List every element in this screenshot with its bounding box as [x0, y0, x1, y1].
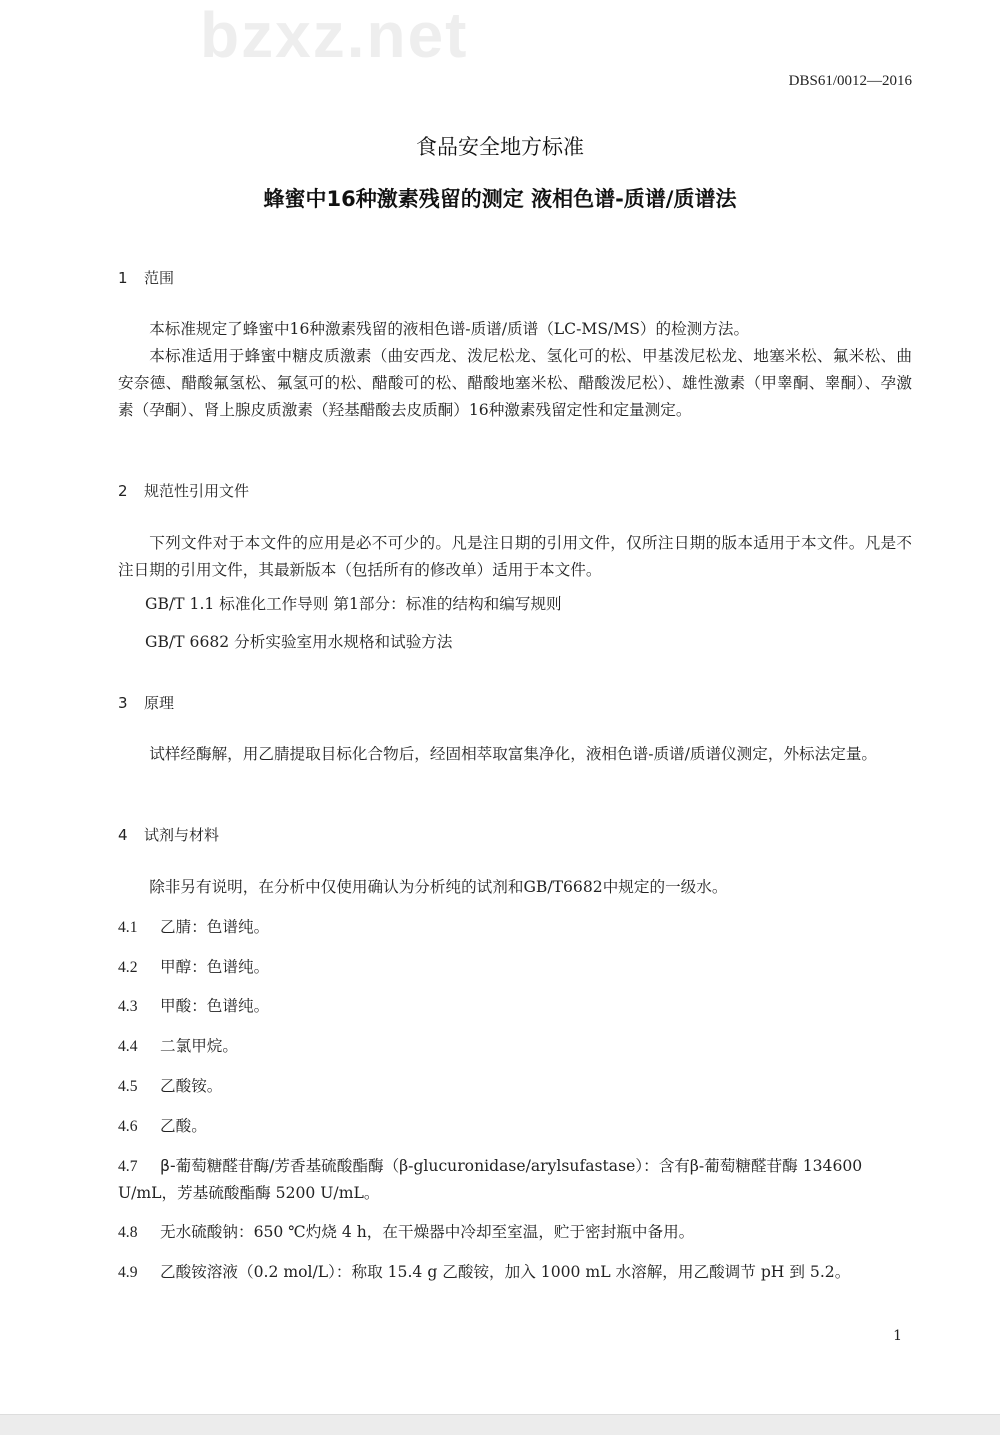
section-title: 原理 [144, 694, 175, 712]
paragraph: 除非另有说明，在分析中仅使用确认为分析纯的试剂和GB/T6682中规定的一级水。 [149, 878, 728, 896]
section-3-heading [118, 693, 174, 713]
paragraph: 试样经酶解，用乙腈提取目标化合物后，经固相萃取富集净化，液相色谱-质谱/质谱仪测定，外标法定量。 [149, 745, 878, 763]
paragraph: 下列文件对于本文件的应用是必不可少的。凡是注日期的引用文件，仅所注日期的版本适用于本文件。凡是不注日期的引用文件，其最新版本（包括所有的修改单）适用于本文件。 [118, 534, 912, 579]
reference-item: GB/T 1.1 标准化工作导则 第1部分：标准的结构和编写规则 [145, 595, 562, 613]
section-number: 1 [118, 269, 128, 287]
section-title: 范围 [144, 269, 175, 287]
reagent-item: 4.6 乙酸。 [118, 1117, 207, 1135]
reagent-item: 4.8 无水硫酸钠：650 ℃灼烧 4 h，在干燥器中冷却至室温，贮于密封瓶中备用。 [118, 1223, 695, 1241]
paragraph: 本标准规定了蜂蜜中16种激素残留的液相色谱-质谱/质谱（LC-MS/MS）的检测方法。 [149, 320, 750, 338]
reagent-item: 4.3 甲酸：色谱纯。 [118, 997, 270, 1015]
doc-title-line2: 蜂蜜中16种激素残留的测定 液相色谱-质谱/质谱法 [263, 187, 737, 211]
paragraph: 本标准适用于蜂蜜中糖皮质激素（曲安西龙、泼尼松龙、氢化可的松、甲基泼尼松龙、地塞米松、氟米松、曲安奈德、醋酸氟氢松、氟氢可的松、醋酸可的松、醋酸地塞米松、醋酸泼尼松）、雄性激素（甲睾酮、睾酮）、孕激素（孕酮）、肾上腺皮质激素（羟基醋酸去皮质酮）16种激素残留定性和定量测定。 [118, 347, 912, 419]
section-number: 3 [118, 694, 128, 712]
section-number: 2 [118, 482, 128, 500]
reagent-item: 4.9 乙酸铵溶液（0.2 mol/L）：称取 15.4 g 乙酸铵，加入 1000 mL 水溶解，用乙酸调节 pH 到 5.2。 [118, 1263, 851, 1281]
section-number: 4 [118, 826, 128, 844]
viewer-bottom-bar [0, 1414, 1000, 1435]
reagent-item: 4.4 二氯甲烷。 [118, 1037, 238, 1055]
section-2-heading [118, 481, 249, 501]
page-number: 1 [893, 1328, 902, 1344]
section-1-heading [118, 268, 174, 288]
reagent-item: 4.5 乙酸铵。 [118, 1077, 223, 1095]
reagent-item: 4.7 β-葡萄糖醛苷酶/芳香基硫酸酯酶（β-glucuronidase/arylsufastase）：含有β-葡萄糖醛苷酶 134600 U/mL，芳基硫酸酯酶 5200 U/mL。 [118, 1157, 863, 1202]
reagent-item: 4.2 甲醇：色谱纯。 [118, 958, 270, 976]
doc-title-line1: 食品安全地方标准 [416, 135, 584, 159]
section-4-heading [118, 825, 219, 845]
reagent-item: 4.1 乙腈：色谱纯。 [118, 918, 270, 936]
reference-item: GB/T 6682 分析实验室用水规格和试验方法 [145, 633, 453, 651]
watermark: bzxz.net [200, 0, 469, 71]
section-title: 规范性引用文件 [144, 482, 250, 500]
standard-number: DBS61/0012—2016 [788, 73, 912, 89]
section-title: 试剂与材料 [144, 826, 220, 844]
